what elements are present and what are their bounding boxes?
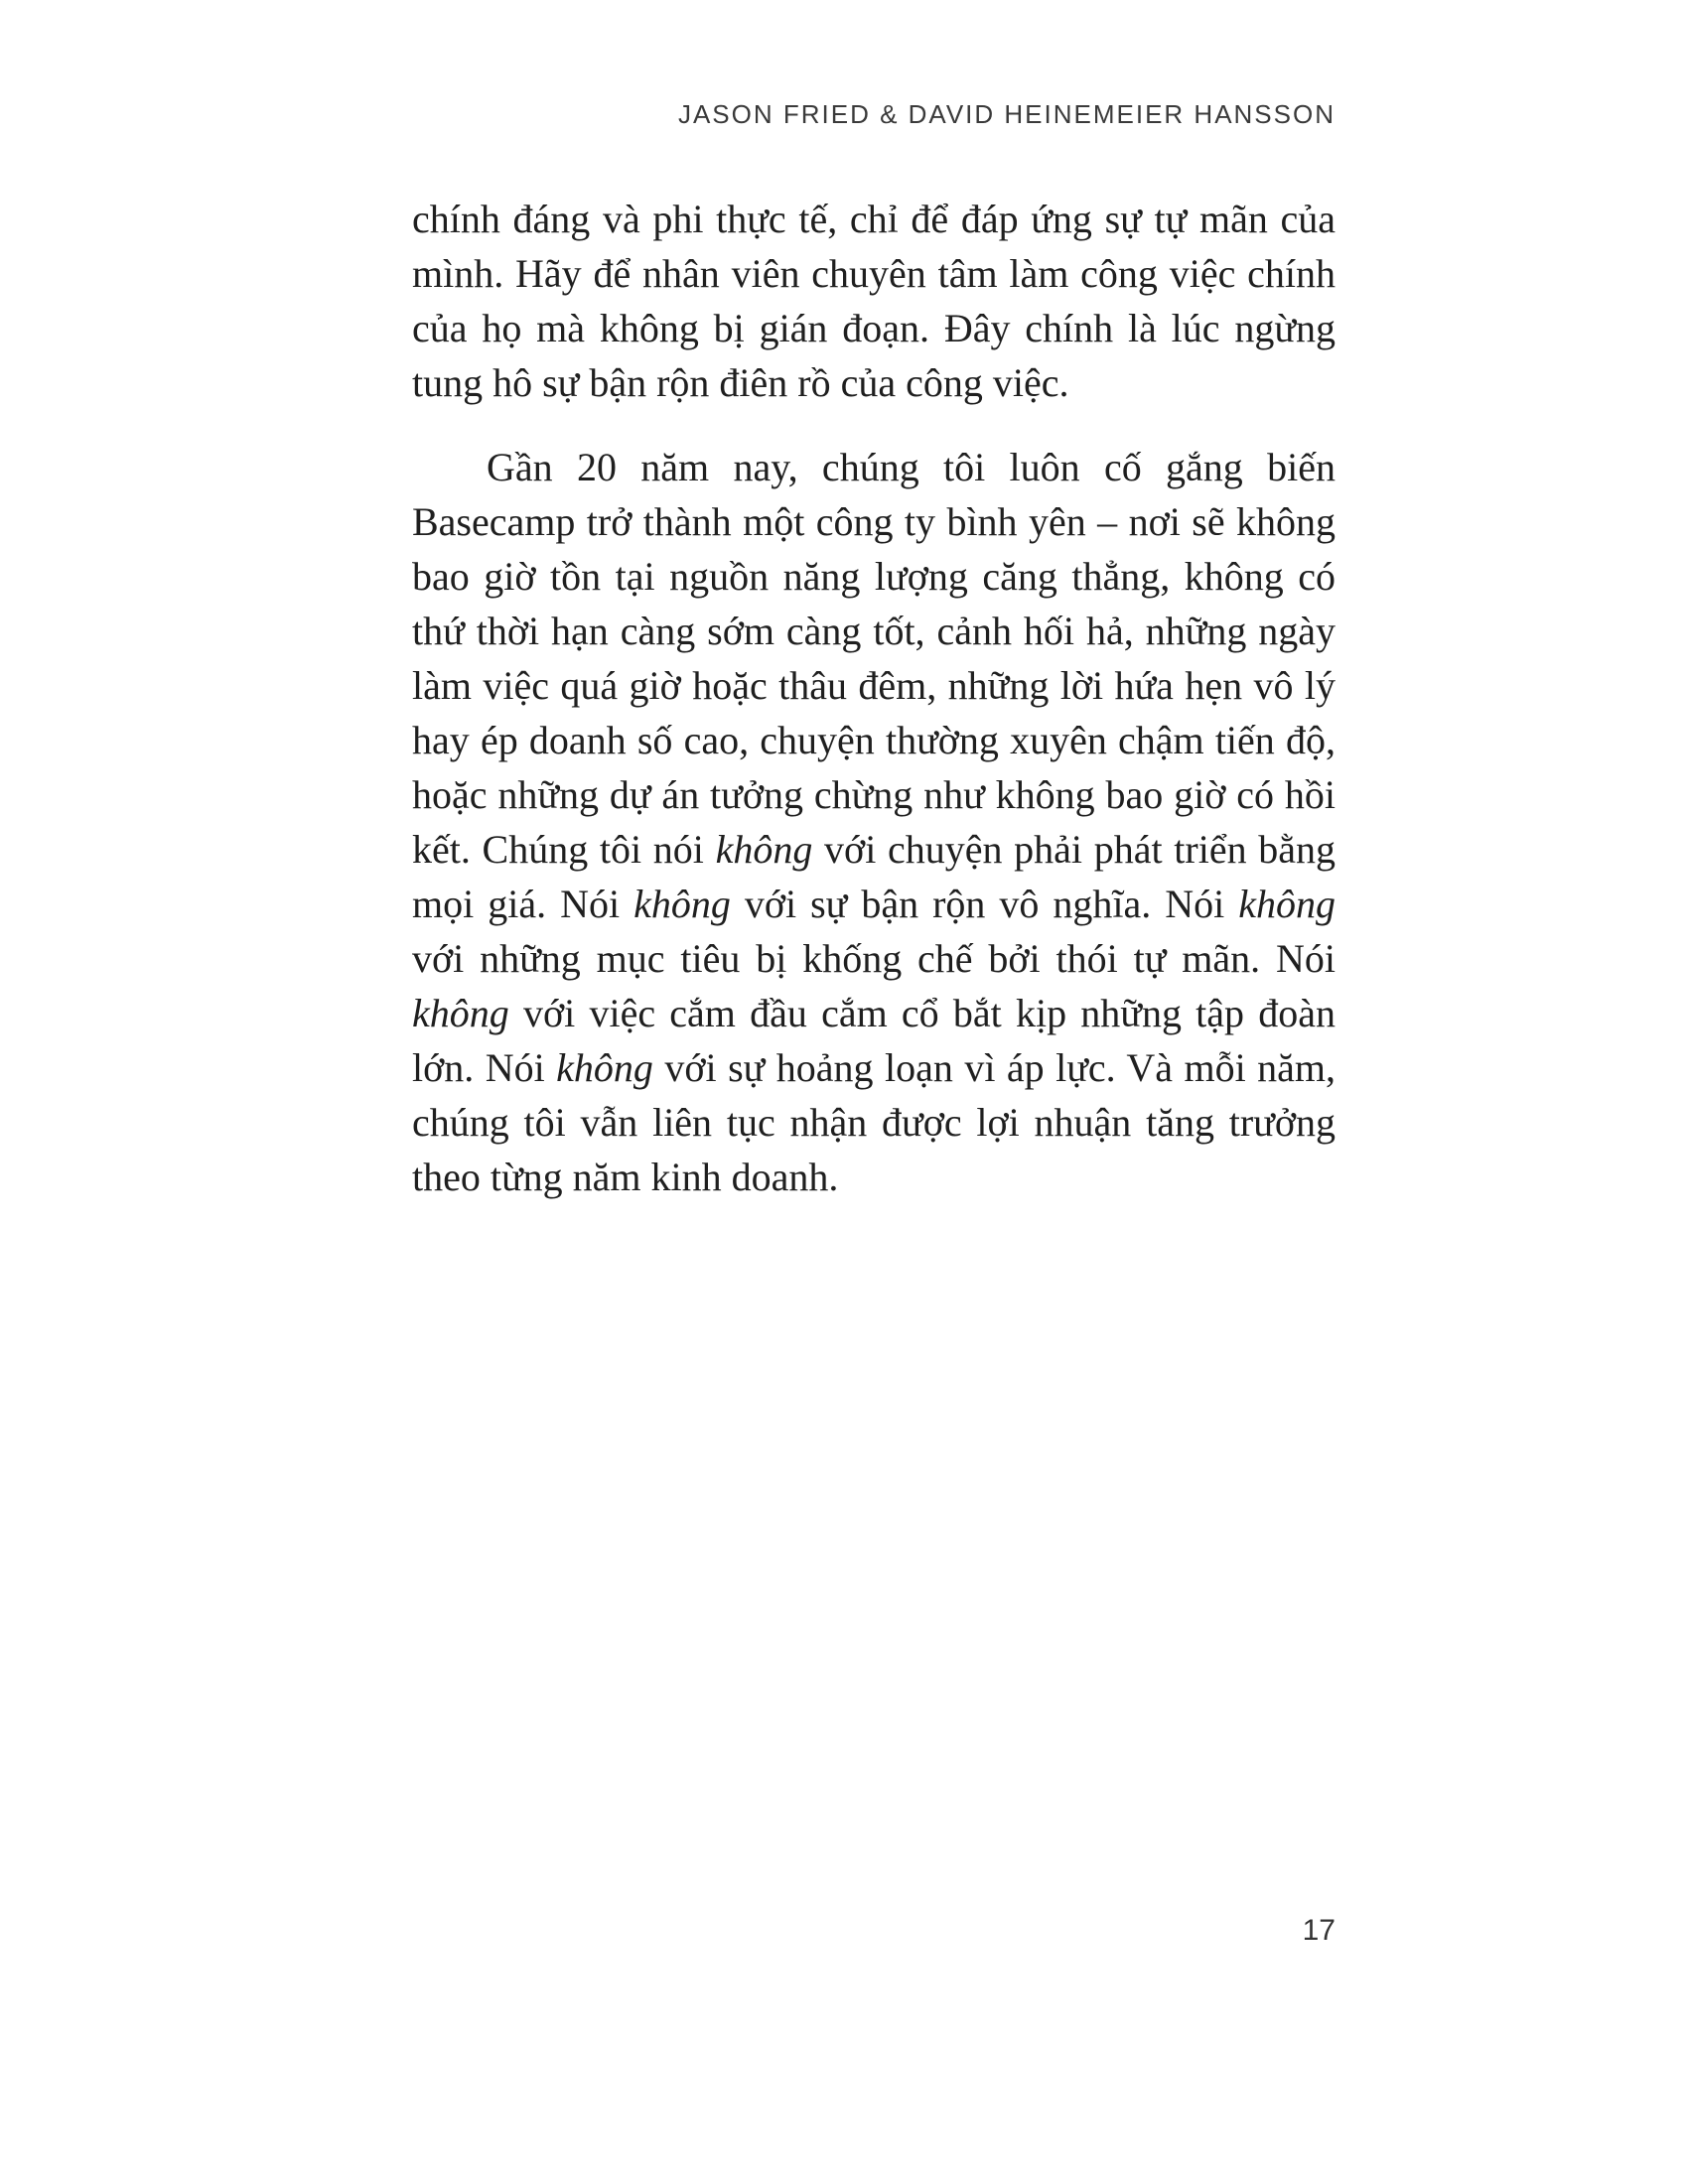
text-run: chính đáng và phi thực tế, chỉ để đáp ứng sự tự mãn của mình. Hãy để nhân viên chuyên tâm làm công việc chính của họ mà không bị gián đoạn. Đây chính là lúc ngừng tung hô sự bận rộn điên rồ của công việc. xyxy=(412,197,1336,405)
italic-run: không xyxy=(412,991,509,1035)
paragraph xyxy=(412,192,1336,410)
italic-run: không xyxy=(556,1045,653,1090)
italic-run: không xyxy=(1238,882,1336,926)
text-run: với những mục tiêu bị khống chế bởi thói tự mãn. Nói xyxy=(412,936,1336,981)
text-run: với sự hoảng loạn vì áp lực. Và mỗi năm, chúng tôi vẫn liên tục nhận được lợi nhuận tăng trưởng theo từng năm kinh doanh. xyxy=(412,1045,1336,1199)
text-run: với sự bận rộn vô nghĩa. Nói xyxy=(730,882,1239,926)
page-number: 17 xyxy=(1302,1914,1336,1947)
body-text xyxy=(412,192,1336,1204)
text-run: Gần 20 năm nay, chúng tôi luôn cố gắng biến Basecamp trở thành một công ty bình yên – nơi sẽ không bao giờ tồn tại nguồn năng lượng căng thẳng, không có thứ thời hạn càng sớm càng tốt, cảnh hối hả, những ngày làm việc quá giờ hoặc thâu đêm, những lời hứa hẹn vô lý hay ép doanh số cao, chuyện thường xuyên chậm tiến độ, hoặc những dự án tưởng chừng như không bao giờ có hồi kết. Chúng tôi nói xyxy=(412,445,1336,872)
text-block xyxy=(412,99,1336,1234)
text-run: với việc cắm đầu cắm cổ bắt kịp những tập đoàn lớn. Nói xyxy=(412,991,1336,1090)
text-run: với chuyện phải phát triển bằng mọi giá. Nói xyxy=(412,827,1336,926)
italic-run: không xyxy=(715,827,813,872)
running-header: JASON FRIED & DAVID HEINEMEIER HANSSON xyxy=(677,99,1336,129)
italic-run: không xyxy=(633,882,731,926)
paragraph xyxy=(412,440,1336,1204)
